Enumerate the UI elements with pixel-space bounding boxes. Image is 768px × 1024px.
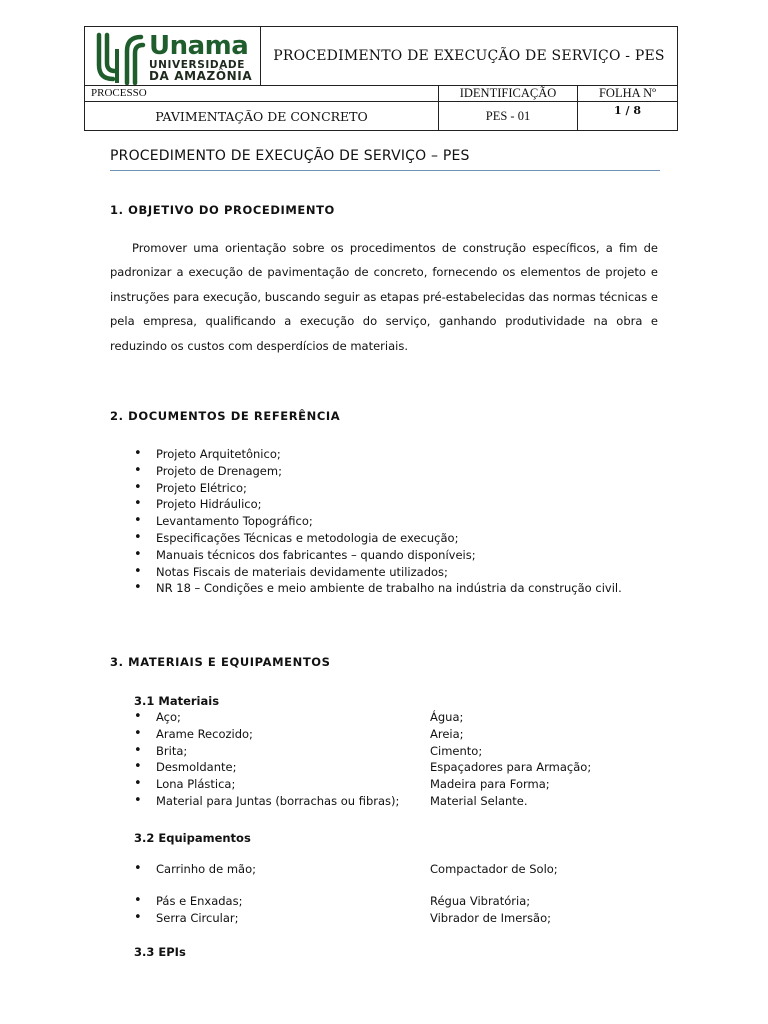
header-table <box>84 26 678 131</box>
bullet-icon: • <box>134 759 142 775</box>
bullet-icon: • <box>134 776 142 792</box>
logo-cell <box>85 27 261 86</box>
material-left: Arame Recozido; <box>156 726 253 741</box>
sheet-label: FOLHA Nº <box>578 86 677 102</box>
list-item: • Especificações Técnicas e metodologia de execução; <box>134 530 622 547</box>
bullet-icon: • <box>134 709 142 724</box>
list-item: • Projeto Hidráulico; <box>134 496 622 513</box>
list-item: • NR 18 – Condições e meio ambiente de trabalho na indústria da construção civil. <box>134 580 622 597</box>
section-3-heading: 3. MATERIAIS E EQUIPAMENTOS <box>110 655 331 669</box>
header-title: PROCEDIMENTO DE EXECUÇÃO DE SERVIÇO - PES <box>261 27 677 86</box>
list-item <box>134 709 654 726</box>
bullet-icon: • <box>134 742 142 758</box>
list-item: • Manuais técnicos dos fabricantes – quando disponíveis; <box>134 547 622 564</box>
logo-subtitle <box>149 60 252 82</box>
material-left: Brita; <box>156 743 188 758</box>
reference-documents-list <box>134 446 622 597</box>
logo-subtitle-line2: DA AMAZÔNIA <box>149 69 253 83</box>
section-2-heading: 2. DOCUMENTOS DE REFERÊNCIA <box>110 409 341 423</box>
equipment-right: Compactador de Solo; <box>430 862 558 876</box>
list-item <box>134 776 654 793</box>
equipment-right: Régua Vibratória; <box>430 893 531 908</box>
material-right: Espaçadores para Armação; <box>430 760 592 775</box>
list-item <box>134 893 654 910</box>
list-item: • Projeto de Drenagem; <box>134 463 622 480</box>
document-title: PROCEDIMENTO DE EXECUÇÃO DE SERVIÇO – PES <box>110 148 660 171</box>
material-left: Desmoldante; <box>156 760 237 775</box>
list-item: • Projeto Elétrico; <box>134 480 622 497</box>
list-item: • Notas Fiscais de materiais devidamente utilizados; <box>134 564 622 581</box>
process-label: PROCESSO <box>85 86 439 102</box>
sheet-number: 1 / 8 <box>614 104 641 117</box>
materials-heading: 3.1 Materiais <box>134 694 220 708</box>
logo-wordmark: Unama <box>149 31 249 61</box>
list-item <box>134 726 654 743</box>
materials-list <box>134 709 654 810</box>
bullet-icon: • <box>134 725 142 741</box>
logo-subtitle-line1: UNIVERSIDADE <box>149 59 246 71</box>
section-1-paragraph: Promover uma orientação sobre os procedimentos de construção específicos, a fim de padronizar a execução de pavimentação de concreto, fornecendo os elementos de projeto e instruções para execução, buscando seguir as etapas pré-estabelecidas das normas técnicas e pela empresa, qualificando a execução do serviço, ganhando produtividade na obra e reduzindo os custos com desperdícios de materiais. <box>110 241 658 353</box>
list-item: • Levantamento Topográfico; <box>134 513 622 530</box>
process-value: PAVIMENTAÇÃO DE CONCRETO <box>85 102 439 130</box>
list-item <box>134 759 654 776</box>
bullet-icon: • <box>134 792 142 808</box>
list-item: • Projeto Arquitetônico; <box>134 446 622 463</box>
material-right: Cimento; <box>430 743 483 758</box>
material-right: Areia; <box>430 726 464 741</box>
list-item <box>134 861 654 878</box>
material-left: Lona Plástica; <box>156 777 236 792</box>
material-right: Água; <box>430 710 464 724</box>
equipment-left: Serra Circular; <box>156 910 239 925</box>
equipment-heading: 3.2 Equipamentos <box>134 831 251 845</box>
bullet-icon: • <box>134 892 142 908</box>
unama-logo-icon <box>91 29 149 85</box>
material-right: Madeira para Forma; <box>430 777 550 792</box>
material-left: Material para Juntas (borrachas ou fibras); <box>156 793 400 808</box>
bullet-icon: • <box>134 861 142 876</box>
identification-label: IDENTIFICAÇÃO <box>439 86 578 102</box>
material-right: Material Selante. <box>430 793 528 808</box>
list-item <box>134 743 654 760</box>
equipment-left: Pás e Enxadas; <box>156 893 243 908</box>
equipment-left: Carrinho de mão; <box>156 862 256 876</box>
epis-heading: 3.3 EPIs <box>134 945 186 959</box>
material-left: Aço; <box>156 710 181 724</box>
section-1-heading: 1. OBJETIVO DO PROCEDIMENTO <box>110 203 335 217</box>
equipment-list <box>134 861 654 926</box>
equipment-right: Vibrador de Imersão; <box>430 910 551 925</box>
list-item <box>134 793 654 810</box>
list-item <box>134 910 654 927</box>
bullet-icon: • <box>134 909 142 925</box>
identification-value: PES - 01 <box>439 102 578 130</box>
